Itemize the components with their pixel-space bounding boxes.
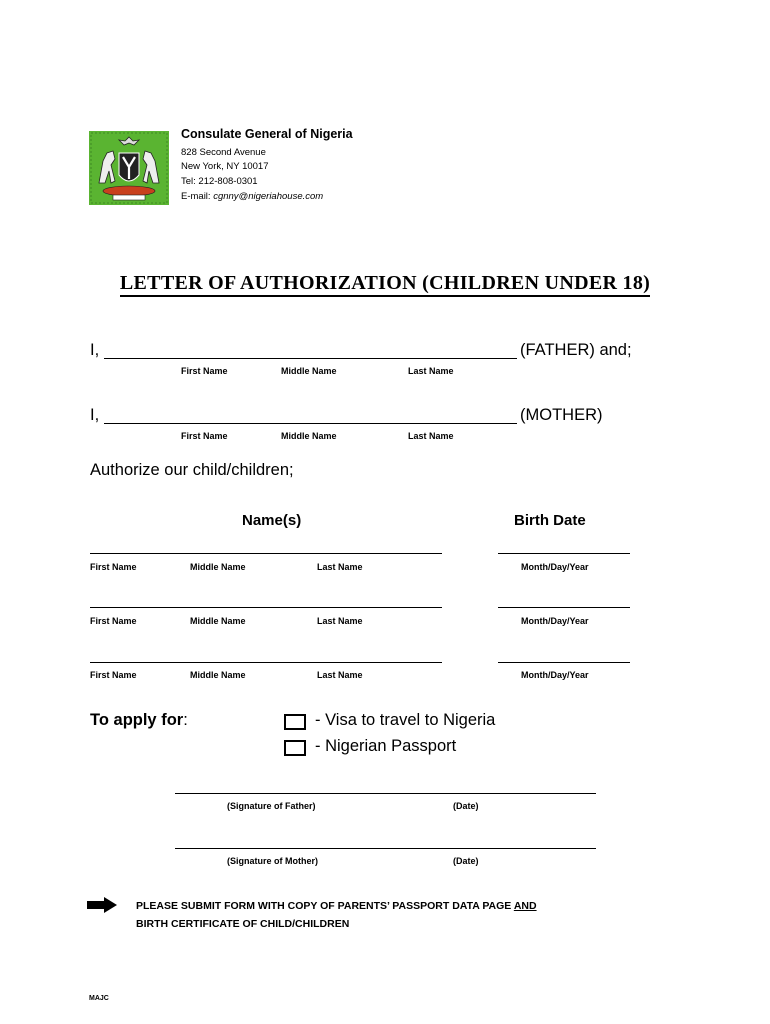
mother-label: (MOTHER) (520, 406, 603, 424)
child-2-middle-caption: Middle Name (190, 616, 246, 626)
child-1-last-caption: Last Name (317, 562, 363, 572)
email-address[interactable]: cgnny@nigeriahouse.com (213, 191, 324, 202)
passport-checkbox[interactable] (284, 740, 306, 756)
footer-code: MAJC (89, 995, 109, 1002)
child-3-birthdate-field[interactable] (498, 662, 630, 663)
address-street: 828 Second Avenue (181, 147, 266, 158)
father-prefix: I, (90, 341, 100, 359)
father-last-caption: Last Name (408, 366, 454, 376)
child-1-date-caption: Month/Day/Year (521, 562, 589, 572)
child-2-birthdate-field[interactable] (498, 607, 630, 608)
consulate-name: Consulate General of Nigeria (181, 127, 353, 141)
mother-middle-caption: Middle Name (281, 431, 337, 441)
father-signature-caption: (Signature of Father) (227, 801, 316, 811)
father-first-caption: First Name (181, 366, 228, 376)
father-label: (FATHER) and; (520, 341, 632, 359)
child-3-date-caption: Month/Day/Year (521, 670, 589, 680)
mother-date-caption: (Date) (453, 856, 479, 866)
father-date-caption: (Date) (453, 801, 479, 811)
nigeria-coat-of-arms-icon (89, 131, 169, 205)
mother-prefix: I, (90, 406, 100, 424)
child-2-last-caption: Last Name (317, 616, 363, 626)
visa-option-label: - Visa to travel to Nigeria (315, 711, 496, 729)
page-title: LETTER OF AUTHORIZATION (CHILDREN UNDER 18) (0, 272, 770, 295)
child-3-middle-caption: Middle Name (190, 670, 246, 680)
father-name-field[interactable] (104, 358, 517, 359)
child-1-name-field[interactable] (90, 553, 442, 554)
email-label: E-mail: (181, 191, 214, 202)
authorize-text: Authorize our child/children; (90, 461, 294, 479)
arrow-right-icon (87, 897, 117, 913)
birth-date-header: Birth Date (514, 512, 586, 529)
mother-first-caption: First Name (181, 431, 228, 441)
passport-option-label: - Nigerian Passport (315, 737, 457, 755)
telephone: Tel: 212-808-0301 (181, 176, 258, 187)
visa-checkbox[interactable] (284, 714, 306, 730)
child-1-middle-caption: Middle Name (190, 562, 246, 572)
child-3-name-field[interactable] (90, 662, 442, 663)
child-1-birthdate-field[interactable] (498, 553, 630, 554)
father-signature-field[interactable] (175, 793, 596, 794)
address-city: New York, NY 10017 (181, 161, 269, 172)
father-middle-caption: Middle Name (281, 366, 337, 376)
mother-signature-caption: (Signature of Mother) (227, 856, 318, 866)
mother-last-caption: Last Name (408, 431, 454, 441)
apply-for-label: To apply for: (90, 711, 188, 729)
child-3-first-caption: First Name (90, 670, 137, 680)
child-2-date-caption: Month/Day/Year (521, 616, 589, 626)
child-3-last-caption: Last Name (317, 670, 363, 680)
submit-note-line1: PLEASE SUBMIT FORM WITH COPY OF PARENTS’ PASSPORT DATA PAGE AND (136, 900, 537, 912)
email-line (181, 191, 323, 202)
mother-signature-field[interactable] (175, 848, 596, 849)
mother-name-field[interactable] (104, 423, 517, 424)
child-2-name-field[interactable] (90, 607, 442, 608)
child-2-first-caption: First Name (90, 616, 137, 626)
child-1-first-caption: First Name (90, 562, 137, 572)
names-header: Name(s) (242, 512, 302, 529)
submit-note-line2: BIRTH CERTIFICATE OF CHILD/CHILDREN (136, 918, 350, 930)
